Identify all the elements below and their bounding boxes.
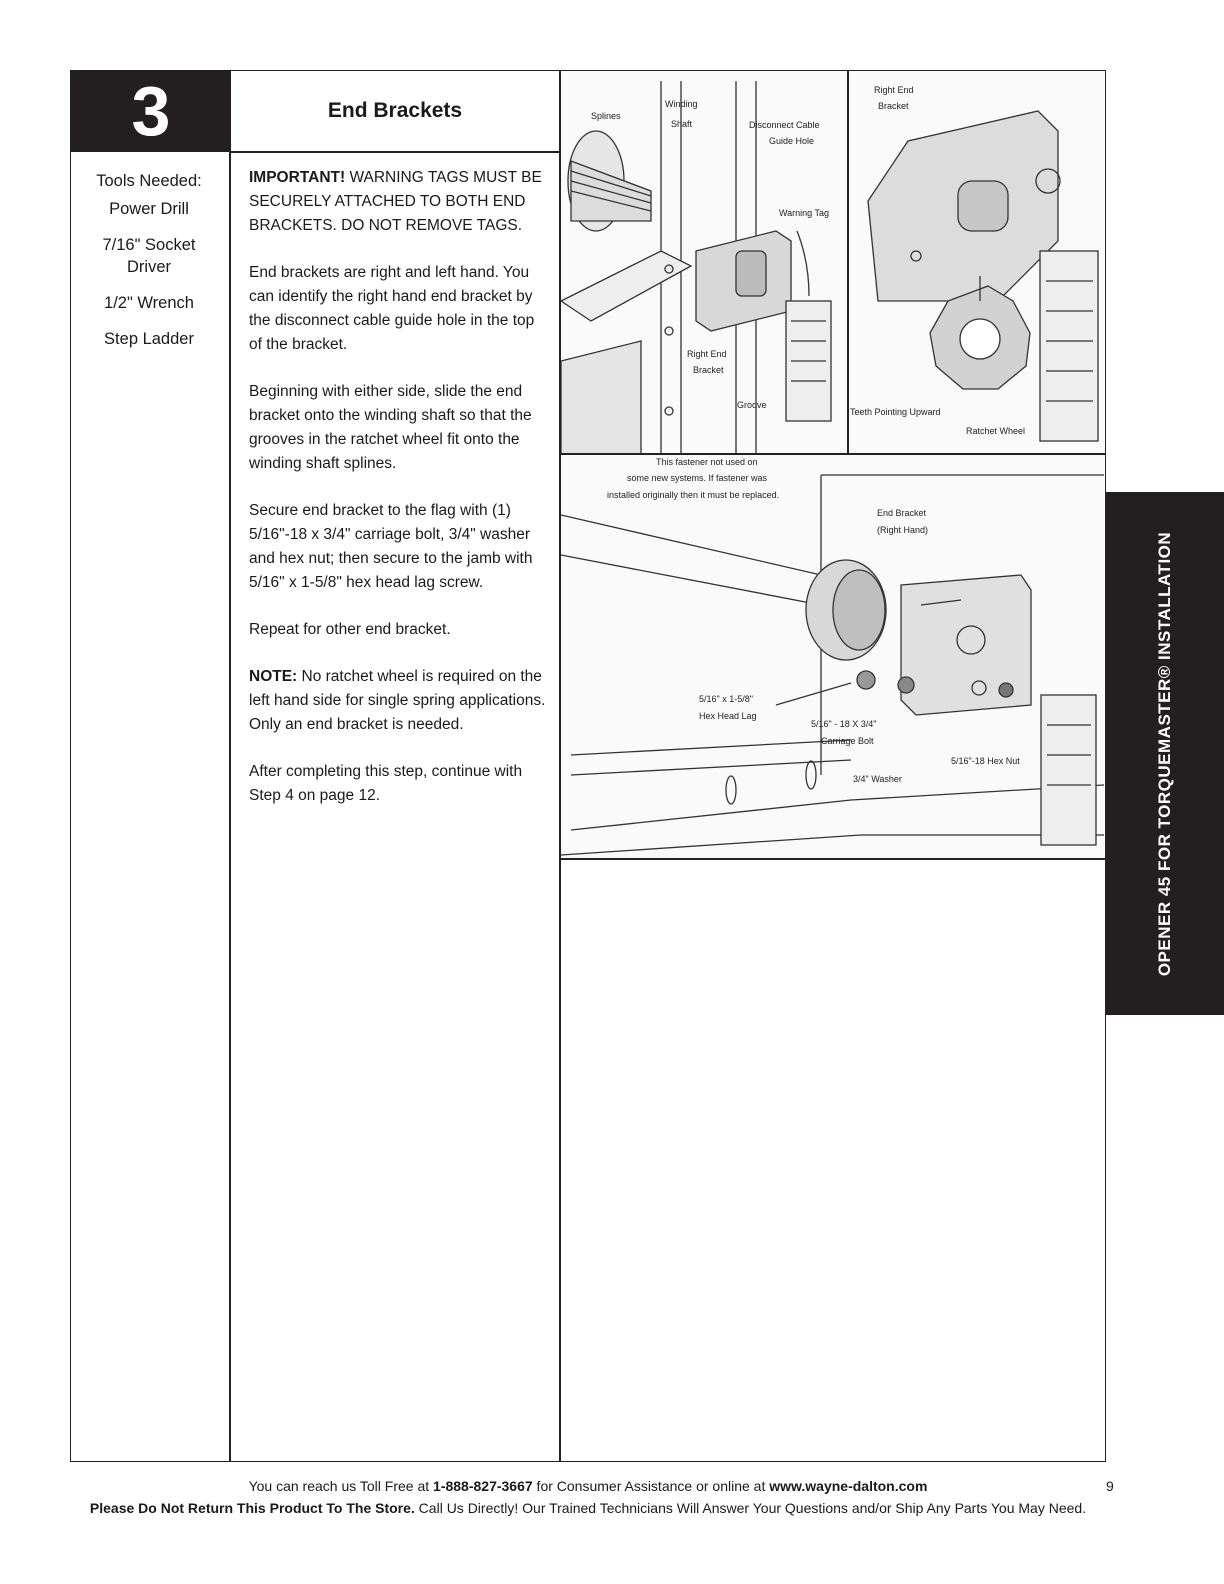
footer-return-notice: Please Do Not Return This Product To The Store.: [89, 1500, 415, 1516]
tool-item: Step Ladder: [104, 330, 194, 348]
instructions-text: [249, 166, 549, 831]
important-text: WARNING TAGS MUST BE SECURELY ATTACHED TO BOTH END BRACKETS. DO NOT REMOVE TAGS.: [249, 169, 542, 234]
label-winding-shaft: Winding: [665, 99, 698, 109]
note-label: NOTE:: [249, 668, 298, 685]
section-side-tab: [1106, 492, 1224, 1015]
label-carriage-bolt: Carriage Bolt: [821, 736, 874, 746]
figure-ratchet-wheel: [848, 71, 1104, 454]
label-warning-tag: Warning Tag: [779, 208, 830, 218]
label-ratchet-wheel: Ratchet Wheel: [966, 426, 1026, 436]
column-divider-left: [229, 70, 231, 1462]
footer-website: www.wayne-dalton.com: [769, 1478, 928, 1494]
label-fastener-note: some new systems. If fastener was: [627, 473, 768, 483]
step-title: End Brackets: [327, 99, 463, 122]
label-hex-head-lag: 5/16" x 1-5/8": [699, 694, 753, 704]
paragraph: Secure end bracket to the flag with (1) 5/16"-18 x 3/4" carriage bolt, 3/4" washer and hex nut; then secure to the jamb with 5/16" x 1-5/8" hex head lag screw.: [249, 502, 533, 591]
page-number: 9: [1106, 1478, 1114, 1494]
label-right-end-bracket: Bracket: [693, 365, 724, 375]
label-right-end-bracket: Right End: [687, 349, 727, 359]
label-disconnect-cable: Guide Hole: [769, 136, 815, 146]
label-hex-head-lag: Hex Head Lag: [699, 711, 757, 721]
note-text: No ratchet wheel is required on the left hand side for single spring applications. Only an end bracket is needed.: [249, 668, 546, 733]
important-paragraph: [249, 166, 549, 238]
important-label: IMPORTANT!: [249, 169, 346, 186]
label-fastener-note: installed originally then it must be replaced.: [607, 490, 780, 500]
footer-phone: 1-888-827-3667: [433, 1478, 533, 1494]
label-right-end-bracket: Bracket: [878, 101, 909, 111]
label-washer: 3/4" Washer: [853, 774, 902, 784]
footer-text: You can reach us Toll Free at: [248, 1478, 434, 1494]
label-teeth-pointing-upward: Teeth Pointing Upward: [850, 407, 941, 417]
label-fastener-note: This fastener not used on: [656, 457, 758, 467]
label-winding-shaft: Shaft: [671, 119, 693, 129]
tools-needed-list: [72, 170, 226, 364]
paragraph: End brackets are right and left hand. You can identify the right hand end bracket by the disconnect cable guide hole in the top of the bracket.: [249, 264, 535, 353]
footer-contact-line: [70, 1478, 1106, 1494]
paragraph: Repeat for other end bracket.: [249, 621, 451, 638]
figure-divider: [560, 453, 1106, 455]
footer-text: for Consumer Assistance or online at: [532, 1478, 770, 1494]
tool-item: 1/2" Wrench: [104, 294, 194, 312]
label-right-end-bracket: Right End: [874, 85, 914, 95]
label-disconnect-cable: Disconnect Cable: [749, 120, 820, 130]
label-end-bracket-right-hand: End Bracket: [877, 508, 927, 518]
tool-item: Power Drill: [109, 200, 189, 218]
tool-item: 7/16" Socket Driver: [102, 236, 196, 276]
footer-text: Call Us Directly! Our Trained Technicians Will Answer Your Questions and/or Ship Any Parts You May Need.: [414, 1500, 1087, 1516]
side-tab-label: OPENER 45 FOR TORQUEMASTER® INSTALLATION: [1155, 531, 1174, 976]
figure-end-bracket-onto-shaft: [561, 71, 847, 454]
label-end-bracket-right-hand: (Right Hand): [877, 525, 929, 535]
figure-divider-vertical: [847, 70, 849, 454]
step-number: 3: [70, 70, 230, 152]
figure-end-bracket-installed: [561, 455, 1104, 858]
label-hex-nut: 5/16"-18 Hex Nut: [951, 756, 1020, 766]
figure-bottom-border: [560, 858, 1106, 860]
note-paragraph: [249, 665, 549, 737]
paragraph: Beginning with either side, slide the end bracket onto the winding shaft so that the grooves in the ratchet wheel fit onto the winding shaft splines.: [249, 383, 532, 472]
paragraph: After completing this step, continue with Step 4 on page 12.: [249, 763, 523, 804]
label-groove: Groove: [737, 400, 767, 410]
footer-return-line: [70, 1500, 1106, 1516]
label-splines: Splines: [591, 111, 621, 121]
label-carriage-bolt: 5/16" - 18 X 3/4": [811, 719, 877, 729]
tools-heading: Tools Needed:: [96, 172, 202, 190]
